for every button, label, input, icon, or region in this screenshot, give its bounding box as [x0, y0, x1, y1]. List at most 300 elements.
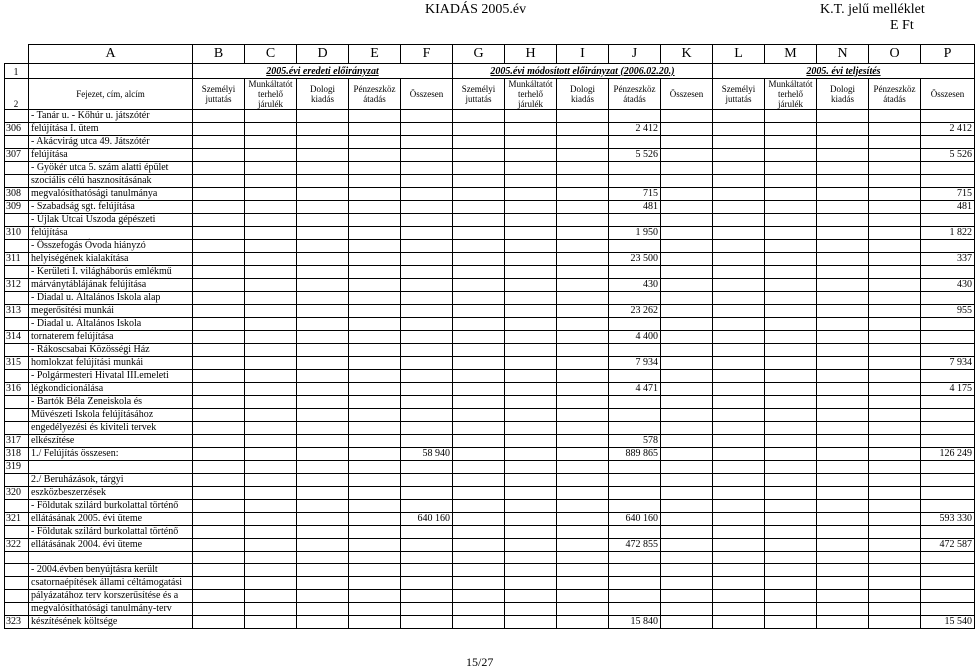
value-cell — [817, 123, 869, 136]
value-cell — [297, 448, 349, 461]
column-header-row — [5, 79, 975, 110]
value-cell — [661, 552, 713, 564]
value-cell — [765, 162, 817, 175]
value-cell — [817, 162, 869, 175]
column-letter: E — [349, 45, 401, 64]
row-number — [5, 136, 29, 149]
value-cell — [557, 603, 609, 616]
value-cell — [453, 175, 505, 188]
table-row — [5, 201, 975, 214]
value-cell — [869, 305, 921, 318]
value-cell — [713, 253, 765, 266]
row-description: - Gyökér utca 5. szám alatti épület — [29, 162, 193, 175]
value-cell: 578 — [609, 435, 661, 448]
table-row — [5, 500, 975, 513]
value-cell — [557, 448, 609, 461]
value-cell — [713, 422, 765, 435]
row-number: 312 — [5, 279, 29, 292]
sub-header: Dologi kiadás — [557, 79, 609, 110]
row-description: - Újlak Utcai Uszoda gépészeti — [29, 214, 193, 227]
value-cell — [557, 409, 609, 422]
row-number — [5, 409, 29, 422]
value-cell — [297, 552, 349, 564]
value-cell — [869, 474, 921, 487]
value-cell — [557, 526, 609, 539]
value-cell — [401, 564, 453, 577]
value-cell — [609, 474, 661, 487]
value-cell — [297, 227, 349, 240]
value-cell — [921, 474, 975, 487]
value-cell — [297, 616, 349, 629]
column-letter: F — [401, 45, 453, 64]
value-cell — [453, 370, 505, 383]
value-cell — [245, 214, 297, 227]
value-cell — [869, 448, 921, 461]
value-cell — [505, 448, 557, 461]
value-cell — [713, 487, 765, 500]
value-cell — [609, 577, 661, 590]
value-cell — [765, 266, 817, 279]
value-cell — [869, 590, 921, 603]
row-number — [5, 162, 29, 175]
value-cell — [297, 564, 349, 577]
value-cell: 2 412 — [609, 123, 661, 136]
value-cell — [401, 110, 453, 123]
row-description: ellátásának 2004. évi üteme — [29, 539, 193, 552]
value-cell — [245, 162, 297, 175]
row-description: tornaterem felújítása — [29, 331, 193, 344]
value-cell — [453, 344, 505, 357]
value-cell — [297, 305, 349, 318]
value-cell — [557, 318, 609, 331]
value-cell — [453, 201, 505, 214]
value-cell — [297, 409, 349, 422]
value-cell — [765, 214, 817, 227]
value-cell: 640 160 — [401, 513, 453, 526]
row-number — [5, 396, 29, 409]
value-cell — [505, 227, 557, 240]
value-cell — [869, 396, 921, 409]
row-description: csatornaépítések állami céltámogatási — [29, 577, 193, 590]
value-cell — [453, 577, 505, 590]
row-description: - Polgármesteri Hivatal III.emeleti — [29, 370, 193, 383]
value-cell — [245, 435, 297, 448]
value-cell — [245, 409, 297, 422]
value-cell — [817, 461, 869, 474]
value-cell — [557, 175, 609, 188]
value-cell — [245, 227, 297, 240]
value-cell — [245, 123, 297, 136]
value-cell — [817, 110, 869, 123]
value-cell — [817, 136, 869, 149]
value-cell — [869, 266, 921, 279]
value-cell — [557, 500, 609, 513]
value-cell: 126 249 — [921, 448, 975, 461]
value-cell — [713, 331, 765, 344]
value-cell — [297, 396, 349, 409]
value-cell — [765, 253, 817, 266]
value-cell — [609, 461, 661, 474]
value-cell — [713, 500, 765, 513]
value-cell — [557, 279, 609, 292]
value-cell — [713, 474, 765, 487]
value-cell — [505, 331, 557, 344]
value-cell — [453, 227, 505, 240]
value-cell — [817, 292, 869, 305]
value-cell — [349, 253, 401, 266]
row-number: 306 — [5, 123, 29, 136]
value-cell — [505, 500, 557, 513]
value-cell — [245, 539, 297, 552]
row-description: - Földutak szilárd burkolattal történő — [29, 500, 193, 513]
value-cell — [921, 175, 975, 188]
table-row — [5, 331, 975, 344]
value-cell — [349, 214, 401, 227]
value-cell — [765, 331, 817, 344]
value-cell — [557, 305, 609, 318]
value-cell — [349, 487, 401, 500]
value-cell — [401, 435, 453, 448]
value-cell — [817, 448, 869, 461]
value-cell — [245, 110, 297, 123]
value-cell — [817, 214, 869, 227]
table-row — [5, 577, 975, 590]
value-cell — [505, 240, 557, 253]
value-cell — [661, 435, 713, 448]
value-cell — [817, 577, 869, 590]
value-cell — [297, 292, 349, 305]
value-cell — [609, 422, 661, 435]
value-cell — [869, 149, 921, 162]
value-cell — [713, 383, 765, 396]
value-cell — [193, 487, 245, 500]
value-cell — [193, 474, 245, 487]
value-cell — [453, 136, 505, 149]
table-row — [5, 318, 975, 331]
column-letter: P — [921, 45, 975, 64]
value-cell — [557, 577, 609, 590]
value-cell — [661, 162, 713, 175]
value-cell — [401, 577, 453, 590]
value-cell — [453, 292, 505, 305]
table-row — [5, 175, 975, 188]
value-cell — [661, 123, 713, 136]
row-description: - Kerületi I. világháborús emlékmű — [29, 266, 193, 279]
value-cell — [661, 214, 713, 227]
value-cell — [193, 331, 245, 344]
value-cell — [817, 409, 869, 422]
value-cell — [713, 305, 765, 318]
value-cell — [401, 539, 453, 552]
value-cell — [245, 357, 297, 370]
value-cell — [661, 564, 713, 577]
value-cell — [453, 487, 505, 500]
value-cell — [817, 590, 869, 603]
value-cell — [557, 564, 609, 577]
table-row — [5, 422, 975, 435]
value-cell — [557, 590, 609, 603]
value-cell — [557, 188, 609, 201]
value-cell — [869, 318, 921, 331]
value-cell — [193, 266, 245, 279]
value-cell — [661, 253, 713, 266]
row-description — [29, 552, 193, 564]
value-cell — [453, 603, 505, 616]
row-description — [29, 461, 193, 474]
row-description: elkészítése — [29, 435, 193, 448]
value-cell — [401, 357, 453, 370]
value-cell — [817, 526, 869, 539]
value-cell — [817, 318, 869, 331]
value-cell — [505, 487, 557, 500]
row-number: 314 — [5, 331, 29, 344]
value-cell — [297, 513, 349, 526]
value-cell — [609, 526, 661, 539]
value-cell — [661, 279, 713, 292]
value-cell — [193, 162, 245, 175]
value-cell — [661, 188, 713, 201]
value-cell — [505, 110, 557, 123]
value-cell — [921, 461, 975, 474]
table-row — [5, 149, 975, 162]
row-description: légkondicionálása — [29, 383, 193, 396]
value-cell — [193, 577, 245, 590]
value-cell — [349, 577, 401, 590]
table-row — [5, 279, 975, 292]
row-number — [5, 603, 29, 616]
sub-header: Összesen — [921, 79, 975, 110]
value-cell — [713, 616, 765, 629]
row-description: - Szabadság sgt. felújítása — [29, 201, 193, 214]
value-cell — [713, 136, 765, 149]
value-cell — [557, 487, 609, 500]
value-cell — [505, 396, 557, 409]
value-cell — [869, 435, 921, 448]
value-cell — [869, 214, 921, 227]
value-cell — [193, 552, 245, 564]
value-cell — [713, 409, 765, 422]
row-description: - 2004.évben benyújtásra került — [29, 564, 193, 577]
value-cell — [765, 448, 817, 461]
value-cell — [661, 266, 713, 279]
value-cell — [817, 564, 869, 577]
value-cell — [817, 149, 869, 162]
table-row — [5, 240, 975, 253]
value-cell — [505, 513, 557, 526]
value-cell — [713, 396, 765, 409]
value-cell — [921, 240, 975, 253]
row-description: készítésének költsége — [29, 616, 193, 629]
value-cell — [869, 539, 921, 552]
value-cell — [713, 603, 765, 616]
value-cell — [661, 240, 713, 253]
value-cell — [817, 370, 869, 383]
value-cell — [401, 266, 453, 279]
value-cell — [713, 448, 765, 461]
value-cell — [349, 305, 401, 318]
value-cell — [193, 370, 245, 383]
value-cell — [505, 357, 557, 370]
value-cell — [765, 149, 817, 162]
row-number — [5, 240, 29, 253]
value-cell: 472 587 — [921, 539, 975, 552]
value-cell — [297, 253, 349, 266]
row-description: - Összefogás Óvoda hiányzó — [29, 240, 193, 253]
value-cell — [505, 344, 557, 357]
value-cell — [453, 500, 505, 513]
value-cell — [245, 526, 297, 539]
value-cell — [297, 474, 349, 487]
value-cell — [349, 188, 401, 201]
value-cell — [661, 383, 713, 396]
row-description: megvalósíthatósági tanulmánya — [29, 188, 193, 201]
value-cell — [193, 318, 245, 331]
value-cell — [505, 461, 557, 474]
value-cell — [349, 227, 401, 240]
value-cell — [557, 461, 609, 474]
value-cell — [765, 175, 817, 188]
value-cell — [661, 422, 713, 435]
value-cell — [401, 253, 453, 266]
value-cell — [297, 162, 349, 175]
value-cell — [869, 175, 921, 188]
value-cell — [401, 552, 453, 564]
value-cell — [453, 564, 505, 577]
value-cell — [505, 318, 557, 331]
value-cell — [817, 422, 869, 435]
value-cell — [349, 539, 401, 552]
value-cell — [661, 292, 713, 305]
value-cell — [297, 435, 349, 448]
value-cell — [505, 577, 557, 590]
value-cell: 715 — [921, 188, 975, 201]
table-row — [5, 305, 975, 318]
value-cell: 481 — [609, 201, 661, 214]
value-cell — [453, 266, 505, 279]
column-letter: L — [713, 45, 765, 64]
value-cell — [609, 240, 661, 253]
value-cell — [609, 603, 661, 616]
value-cell — [557, 123, 609, 136]
value-cell — [609, 266, 661, 279]
value-cell — [505, 383, 557, 396]
value-cell — [349, 526, 401, 539]
value-cell — [297, 603, 349, 616]
value-cell: 481 — [921, 201, 975, 214]
table-row — [5, 513, 975, 526]
column-letter: O — [869, 45, 921, 64]
row-description: - Diadal u. Általános Iskola — [29, 318, 193, 331]
value-cell: 430 — [609, 279, 661, 292]
value-cell — [453, 461, 505, 474]
row-description: felújítása I. ütem — [29, 123, 193, 136]
value-cell — [297, 422, 349, 435]
value-cell — [297, 240, 349, 253]
value-cell — [765, 539, 817, 552]
value-cell — [765, 279, 817, 292]
group-actual: 2005. évi teljesítés — [713, 64, 975, 79]
value-cell — [765, 435, 817, 448]
value-cell — [869, 227, 921, 240]
value-cell — [713, 149, 765, 162]
value-cell — [245, 564, 297, 577]
row-number — [5, 590, 29, 603]
value-cell — [713, 188, 765, 201]
value-cell — [193, 448, 245, 461]
value-cell — [817, 435, 869, 448]
value-cell — [765, 370, 817, 383]
value-cell — [505, 422, 557, 435]
value-cell — [505, 305, 557, 318]
annex-title: K.T. jelű melléklet — [820, 2, 925, 17]
value-cell — [349, 603, 401, 616]
value-cell — [297, 331, 349, 344]
value-cell — [193, 110, 245, 123]
row-number — [5, 292, 29, 305]
row-description: 2./ Beruházások, tárgyi — [29, 474, 193, 487]
value-cell — [609, 162, 661, 175]
value-cell — [245, 201, 297, 214]
value-cell — [245, 279, 297, 292]
value-cell — [713, 292, 765, 305]
row-description: 1./ Felújítás összesen: — [29, 448, 193, 461]
value-cell — [453, 253, 505, 266]
value-cell — [609, 318, 661, 331]
value-cell — [765, 305, 817, 318]
value-cell — [349, 552, 401, 564]
value-cell — [453, 539, 505, 552]
value-cell — [505, 526, 557, 539]
value-cell — [661, 318, 713, 331]
value-cell — [349, 318, 401, 331]
row-description: megerősítési munkái — [29, 305, 193, 318]
value-cell — [557, 616, 609, 629]
value-cell — [193, 292, 245, 305]
value-cell — [921, 487, 975, 500]
row-description: pályázatához terv korszerűsítése és a — [29, 590, 193, 603]
value-cell — [817, 266, 869, 279]
col-a-header: Fejezet, cím, alcím — [29, 79, 193, 110]
value-cell — [713, 318, 765, 331]
sub-header: Személyi juttatás — [713, 79, 765, 110]
value-cell: 337 — [921, 253, 975, 266]
value-cell — [817, 188, 869, 201]
sub-header: Dologi kiadás — [817, 79, 869, 110]
value-cell — [869, 577, 921, 590]
value-cell — [349, 357, 401, 370]
value-cell — [505, 409, 557, 422]
value-cell — [453, 435, 505, 448]
value-cell: 593 330 — [921, 513, 975, 526]
value-cell — [557, 435, 609, 448]
value-cell — [921, 331, 975, 344]
table-row — [5, 564, 975, 577]
value-cell — [609, 396, 661, 409]
value-cell — [401, 344, 453, 357]
row-description: helyiségének kialakítása — [29, 253, 193, 266]
page-number: 15/27 — [466, 655, 494, 669]
table-row — [5, 461, 975, 474]
value-cell — [817, 253, 869, 266]
value-cell — [401, 188, 453, 201]
row-number — [5, 175, 29, 188]
value-cell — [557, 136, 609, 149]
table-row — [5, 590, 975, 603]
value-cell — [193, 175, 245, 188]
value-cell — [817, 474, 869, 487]
value-cell — [245, 292, 297, 305]
sub-header: Személyi juttatás — [193, 79, 245, 110]
